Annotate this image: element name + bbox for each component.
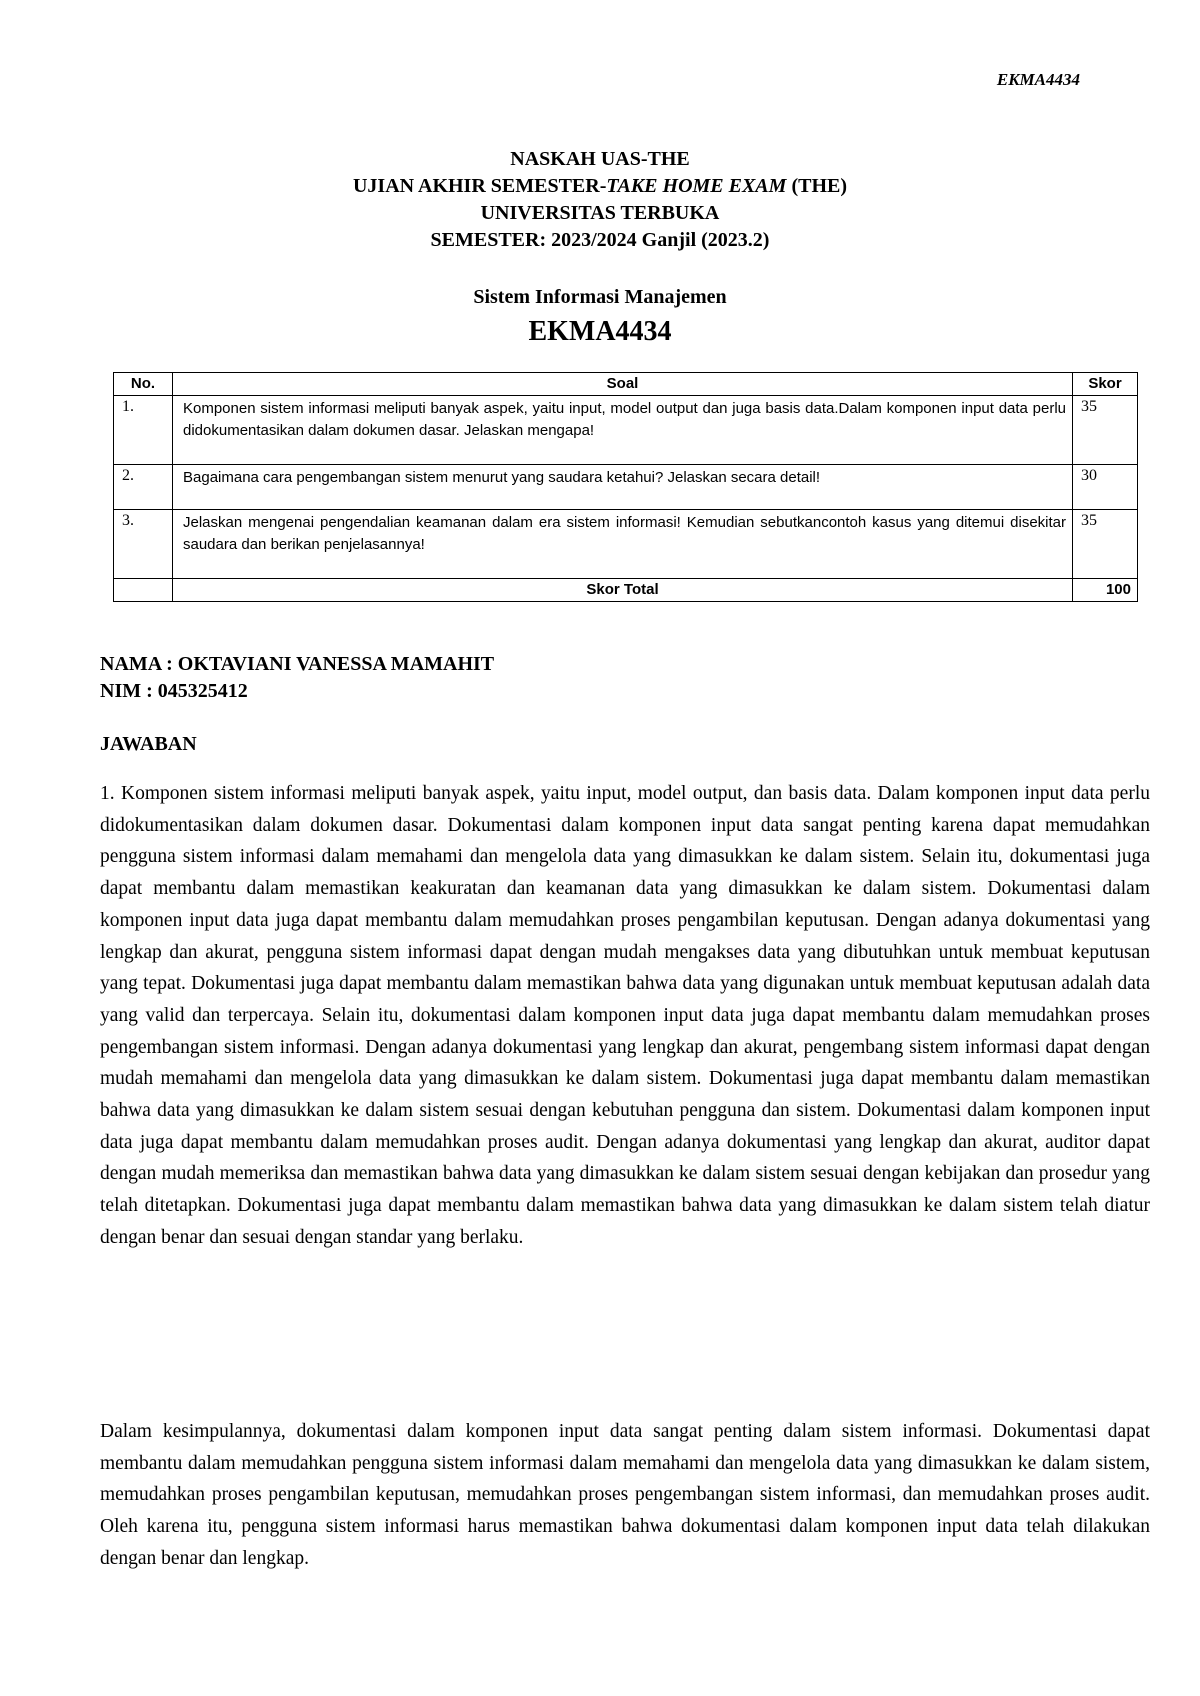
- title-line-1: NASKAH UAS-THE: [510, 148, 690, 170]
- table-row: [114, 510, 1138, 579]
- exam-title-block: [0, 146, 1200, 254]
- question-text: Komponen sistem informasi meliputi banyak aspek, yaitu input, model output dan juga basis data.Dalam komponen input data perlu didokumentasikan dalam dokumen dasar. Jelaskan mengapa!: [173, 396, 1073, 465]
- header-course-code: EKMA4434: [996, 70, 1080, 89]
- row-number: 3.: [114, 510, 173, 579]
- answer-paragraph-2: Dalam kesimpulannya, dokumentasi dalam komponen input data sangat penting dalam sistem informasi. Dokumentasi dapat membantu dalam memudahkan pengguna sistem informasi dalam memahami dan mengelola data yang dimasukkan ke dalam sistem, memudahkan proses pengambilan keputusan, memudahkan proses pengembangan sistem informasi, dan memudahkan proses audit. Oleh karena itu, pengguna sistem informasi harus memastikan bahwa dokumentasi dalam komponen input data telah dilakukan dengan benar dan lengkap.: [100, 1421, 1150, 1569]
- header-skor: Skor: [1073, 373, 1138, 396]
- title-line-2-prefix: UJIAN AKHIR SEMESTER-: [352, 175, 607, 197]
- subject-name: Sistem Informasi Manajemen: [473, 286, 727, 308]
- title-line-4: SEMESTER: 2023/2024 Ganjil (2023.2): [430, 229, 770, 251]
- total-value: 100: [1073, 579, 1138, 602]
- title-line-3: UNIVERSITAS TERBUKA: [480, 202, 720, 224]
- header-no: No.: [114, 373, 173, 396]
- row-number: 2.: [114, 465, 173, 510]
- question-score: 35: [1073, 510, 1138, 579]
- header-soal: Soal: [173, 373, 1073, 396]
- table-row: [114, 465, 1138, 510]
- table-row: [114, 396, 1138, 465]
- question-score: 30: [1073, 465, 1138, 510]
- total-empty-cell: [114, 579, 173, 602]
- title-line-2-italic: TAKE HOME EXAM: [606, 175, 787, 197]
- row-number: 1.: [114, 396, 173, 465]
- total-row: [114, 579, 1138, 602]
- title-line-2: [0, 173, 1200, 200]
- answer-paragraph-1: 1. Komponen sistem informasi meliputi banyak aspek, yaitu input, model output, dan basis data. Dalam komponen input data perlu didokumentasikan dalam dokumen dasar. Dokumentasi dalam komponen input data sangat penting karena dapat memudahkan pengguna sistem informasi dalam memahami dan mengelola data yang dimasukkan ke dalam sistem. Selain itu, dokumentasi juga dapat membantu dalam memastikan keakuratan dan keamanan data yang dimasukkan ke dalam sistem. Dokumentasi dalam komponen input data juga dapat membantu dalam memudahkan proses pengambilan keputusan. Dengan adanya dokumentasi yang lengkap dan akurat, pengguna sistem informasi dapat dengan mudah mengakses data yang dibutuhkan untuk membuat keputusan yang tepat. Dokumentasi juga dapat membantu dalam memastikan bahwa data yang digunakan untuk membuat keputusan adalah data yang valid dan terpercaya. Selain itu, dokumentasi dalam komponen input data juga dapat membantu dalam memudahkan proses pengembangan sistem informasi. Dengan adanya dokumentasi yang lengkap dan akurat, pengembang sistem informasi dapat dengan mudah memahami dan mengelola data yang dimasukkan ke dalam sistem. Dokumentasi juga dapat membantu dalam memastikan bahwa data yang dimasukkan ke dalam sistem sesuai dengan kebutuhan pengguna dan sistem. Dokumentasi dalam komponen input data juga dapat membantu dalam memudahkan proses audit. Dengan adanya dokumentasi yang lengkap dan akurat, auditor dapat dengan mudah memeriksa dan memastikan bahwa data yang dimasukkan ke dalam sistem sesuai dengan kebijakan dan prosedur yang telah ditetapkan. Dokumentasi juga dapat membantu dalam memastikan bahwa data yang dimasukkan ke dalam sistem telah diatur dengan benar dan sesuai dengan standar yang berlaku.: [100, 783, 1150, 1248]
- answer-heading: JAWABAN: [100, 733, 197, 755]
- question-text: Bagaimana cara pengembangan sistem menurut yang saudara ketahui? Jelaskan secara detail!: [173, 465, 1073, 510]
- student-name: NAMA : OKTAVIANI VANESSA MAMAHIT: [100, 653, 495, 675]
- title-line-2-suffix: (THE): [786, 175, 847, 197]
- student-nim: NIM : 045325412: [100, 680, 248, 702]
- table-header-row: [114, 373, 1138, 396]
- subject-code: EKMA4434: [528, 316, 672, 347]
- question-score: 35: [1073, 396, 1138, 465]
- question-table: [113, 372, 1138, 602]
- question-text: Jelaskan mengenai pengendalian keamanan dalam era sistem informasi! Kemudian sebutkancontoh kasus yang ditemui disekitar saudara dan berikan penjelasannya!: [173, 510, 1073, 579]
- total-label: Skor Total: [173, 579, 1073, 602]
- student-identity: [100, 651, 494, 705]
